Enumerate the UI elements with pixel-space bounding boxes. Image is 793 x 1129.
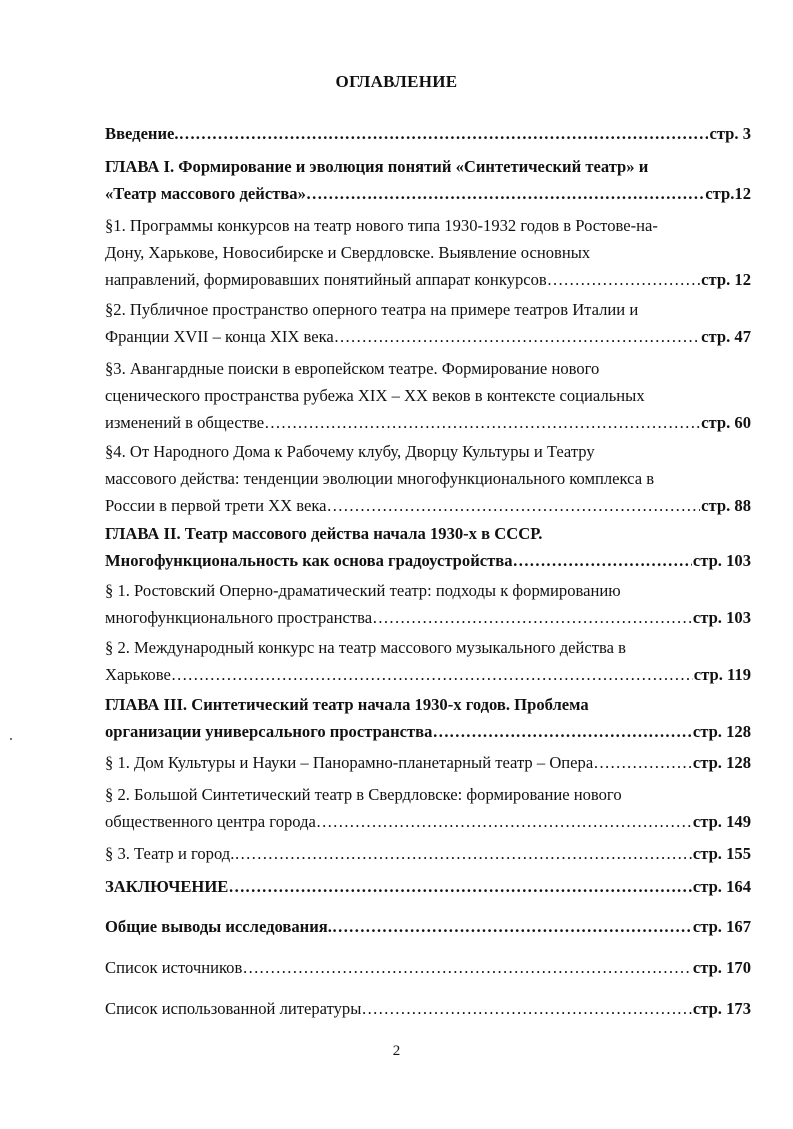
toc-entry-line: [105, 954, 751, 981]
toc-page-ref: стр. 60: [701, 413, 751, 432]
toc-page-ref: стр. 103: [692, 551, 751, 570]
toc-entry-general-findings[interactable]: [105, 913, 751, 940]
toc-entry-line: [105, 913, 751, 940]
toc-page-ref: стр. 12: [701, 270, 751, 289]
scan-speck: [10, 738, 12, 740]
toc-entry-text: Многофункциональность как основа градоустройства: [105, 551, 513, 570]
toc-entry-line: [105, 120, 751, 147]
toc-entry-text: общественного центра города: [105, 812, 316, 831]
dot-leader: [361, 995, 691, 1022]
toc-entry-line: [105, 718, 751, 745]
toc-entry-text: массового действа: тенденции эволюции многофункционального комплекса в: [105, 469, 655, 488]
dot-leader: [242, 954, 692, 981]
toc-entry-ch3-section-3[interactable]: [105, 840, 751, 867]
dot-leader: [547, 266, 700, 293]
toc-entry-text: §4. От Народного Дома к Рабочему клубу, Дворцу Культуры и Театру: [105, 442, 595, 461]
dot-leader: [332, 913, 692, 940]
toc-entry-text: § 1. Дом Культуры и Науки – Панорамно-планетарный театр – Опера: [105, 753, 594, 772]
dot-leader: [593, 749, 692, 776]
toc-entry-text: § 2. Большой Синтетический театр в Свердловске: формирование нового: [105, 785, 622, 804]
toc-entry-text: организации универсального пространства: [105, 722, 433, 741]
toc-entry-text: направлений, формировавших понятийный аппарат конкурсов: [105, 270, 547, 289]
toc-entry-chapter-2[interactable]: [105, 520, 751, 574]
toc-entry-line: [105, 323, 751, 350]
toc-entry-text: изменений в обществе: [105, 413, 265, 432]
toc-page-ref: стр. 167: [692, 917, 751, 936]
toc-entry-line: [105, 661, 751, 688]
toc-entry-line: [105, 995, 751, 1022]
toc-entry-text: ГЛАВА III. Синтетический театр начала 1930-х годов. Проблема: [105, 695, 589, 714]
toc-entry-text: Список использованной литературы: [105, 999, 362, 1018]
dot-leader: [327, 492, 701, 519]
toc-page-ref: стр. 119: [693, 665, 751, 684]
toc-entry-text: «Театр массового действа»: [105, 184, 306, 203]
toc-entry-ch3-section-2[interactable]: [105, 781, 751, 835]
dot-leader: [171, 661, 693, 688]
toc-entry-sources[interactable]: [105, 954, 751, 981]
dot-leader: [264, 409, 700, 436]
toc-entry-text: § 3. Театр и город.: [105, 844, 235, 863]
toc-entry-chapter-3[interactable]: [105, 691, 751, 745]
toc-entry-text: § 1. Ростовский Оперно-драматический театр: подходы к формированию: [105, 581, 621, 600]
toc-entry-line: [105, 409, 751, 436]
toc-entry-line: [105, 808, 751, 835]
toc-entry-text: Дону, Харькове, Новосибирске и Свердловске. Выявление основных: [105, 243, 591, 262]
toc-entry-text: §1. Программы конкурсов на театр нового типа 1930-1932 годов в Ростове-на-: [105, 216, 658, 235]
dot-leader: [234, 840, 691, 867]
toc-entry-ch1-section-4[interactable]: [105, 438, 751, 519]
toc-page-ref: стр. 128: [692, 753, 751, 772]
toc-entry-line: [105, 604, 751, 631]
toc-entry-line: [105, 749, 751, 776]
toc-entry-text: многофункционального пространства: [105, 608, 373, 627]
dot-leader: [179, 120, 709, 147]
toc-entry-conclusion[interactable]: [105, 873, 751, 900]
dot-leader: [228, 873, 692, 900]
toc-entry-text: §2. Публичное пространство оперного театра на примере театров Италии и: [105, 300, 639, 319]
toc-entry-text: Список источников: [105, 958, 243, 977]
toc-title: ОГЛАВЛЕНИЕ: [335, 72, 458, 91]
toc-entry-chapter-1[interactable]: [105, 153, 751, 207]
toc-page-ref: стр. 164: [692, 877, 751, 896]
toc-entry-ch2-section-1[interactable]: [105, 577, 751, 631]
toc-entry-line: [105, 840, 751, 867]
toc-page-ref: стр. 3: [709, 124, 751, 143]
toc-entry-bibliography[interactable]: [105, 995, 751, 1022]
toc-page-ref: стр. 88: [701, 496, 751, 515]
toc-entry-line: [105, 492, 751, 519]
toc-entry-text: §3. Авангардные поиски в европейском театре. Формирование нового: [105, 359, 600, 378]
toc-page-ref: стр. 128: [692, 722, 751, 741]
toc-entry-text: ЗАКЛЮЧЕНИЕ: [105, 877, 229, 896]
toc-page-ref: стр. 47: [701, 327, 751, 346]
toc-entry-introduction[interactable]: [105, 120, 751, 147]
toc-entry-ch3-section-1[interactable]: [105, 749, 751, 776]
toc-page-ref: стр. 103: [692, 608, 751, 627]
toc-entry-text: ГЛАВА I. Формирование и эволюция понятий «Синтетический театр» и: [105, 157, 649, 176]
toc-entry-line: [105, 266, 751, 293]
toc-entry-ch2-section-2[interactable]: [105, 634, 751, 688]
toc-entry-line: [105, 873, 751, 900]
toc-entry-text: ГЛАВА II. Театр массового действа начала 1930-х в СССР.: [105, 524, 543, 543]
toc-entry-ch1-section-3[interactable]: [105, 355, 751, 436]
page-number: 2: [392, 1043, 401, 1059]
dot-leader: [432, 718, 691, 745]
toc-entry-text: Харькове: [105, 665, 171, 684]
toc-entry-text: Введение.: [105, 124, 179, 143]
dot-leader: [306, 180, 704, 207]
dot-leader: [316, 808, 692, 835]
toc-entry-line: [105, 547, 751, 574]
dot-leader: [372, 604, 692, 631]
dot-leader: [513, 547, 692, 574]
toc-entry-text: России в первой трети XX века: [105, 496, 327, 515]
toc-entry-line: [105, 180, 751, 207]
toc-page-ref: стр.12: [705, 184, 751, 203]
toc-page-ref: стр. 170: [692, 958, 751, 977]
toc-page-ref: стр. 149: [692, 812, 751, 831]
toc-entry-ch1-section-1[interactable]: [105, 212, 751, 293]
toc-page-ref: стр. 173: [692, 999, 751, 1018]
toc-entry-text: сценического пространства рубежа XIX – XX веков в контексте социальных: [105, 386, 645, 405]
dot-leader: [334, 323, 700, 350]
toc-entry-text: § 2. Международный конкурс на театр массового музыкального действа в: [105, 638, 626, 657]
toc-entry-ch1-section-2[interactable]: [105, 296, 751, 350]
toc-page-ref: стр. 155: [692, 844, 751, 863]
toc-entry-text: Франции XVII – конца XIX века: [105, 327, 334, 346]
toc-entry-text: Общие выводы исследования.: [105, 917, 332, 936]
